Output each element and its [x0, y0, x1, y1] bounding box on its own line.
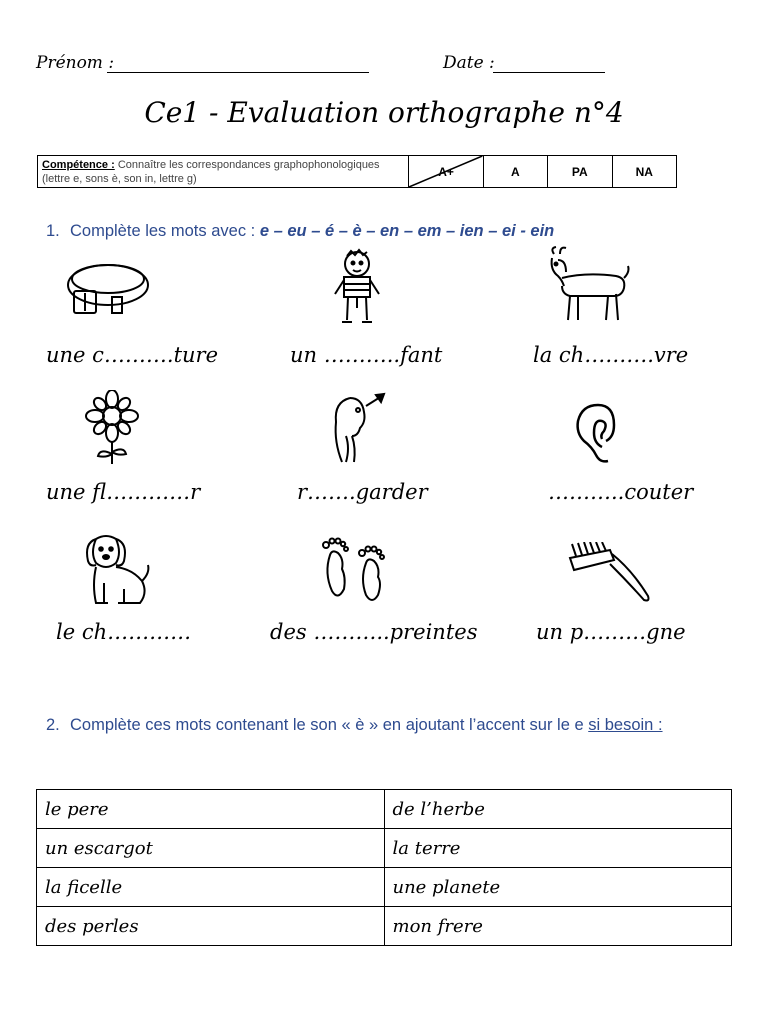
exercise1-number: 1. [46, 222, 60, 240]
prenom-line[interactable] [107, 72, 369, 73]
exercise1-options: e – eu – é – è – en – em – ien – ei - ein [259, 222, 555, 240]
prenom-label: Prénom : [36, 53, 115, 73]
exercise1-instruction: Complète les mots avec : [70, 222, 256, 240]
accent-table [36, 789, 732, 946]
table-cell[interactable]: le pere [37, 790, 385, 829]
belt-icon [62, 255, 154, 323]
competence-label: Compétence : [42, 158, 115, 171]
word-ear[interactable]: ………..couter [548, 480, 694, 504]
table-cell[interactable]: une planete [384, 868, 732, 907]
level-na[interactable] [612, 156, 677, 188]
word-dog[interactable]: le ch………… [56, 620, 192, 644]
exercise2-number: 2. [46, 716, 60, 734]
table-cell[interactable]: des perles [37, 907, 385, 946]
level-a-plus[interactable] [409, 156, 483, 188]
table-row [37, 907, 732, 946]
table-cell[interactable]: la ficelle [37, 868, 385, 907]
level-pa[interactable] [548, 156, 612, 188]
level-label: NA [635, 164, 653, 179]
level-a[interactable] [483, 156, 547, 188]
competence-table [37, 155, 677, 188]
word-comb[interactable]: un p………gne [536, 620, 686, 644]
word-footprints[interactable]: des ………..preintes [270, 620, 478, 644]
table-cell[interactable]: de l’herbe [384, 790, 732, 829]
competence-cell [38, 156, 409, 188]
word-belt[interactable]: une c……….ture [46, 343, 219, 367]
child-icon [330, 248, 384, 326]
comb-icon [566, 542, 652, 604]
girl-looking-icon [328, 392, 390, 466]
table-row [37, 868, 732, 907]
date-label: Date : [443, 53, 495, 73]
table-row [37, 790, 732, 829]
date-line[interactable] [493, 72, 605, 73]
competence-text: Connaître les correspondances graphophonologiques (lettre e, sons è, son in, lettre g) [42, 158, 380, 185]
table-row [37, 829, 732, 868]
word-look[interactable]: r…….garder [297, 480, 428, 504]
exercise2-emphasis: si besoin : [588, 716, 663, 734]
level-label: PA [571, 164, 588, 179]
ear-icon [574, 403, 618, 465]
level-label: A [511, 164, 520, 179]
flower-icon [80, 390, 144, 466]
word-flower[interactable]: une fl…………r [46, 480, 201, 504]
exercise1-heading [46, 222, 554, 241]
goat-icon [546, 246, 630, 324]
footprints-icon [320, 533, 392, 605]
page-title: Ce1 - Evaluation orthographe n°4 [144, 96, 624, 129]
level-label: A+ [438, 164, 454, 179]
exercise2-heading [46, 712, 686, 738]
table-cell[interactable]: un escargot [37, 829, 385, 868]
dog-icon [82, 533, 152, 607]
table-cell[interactable]: la terre [384, 829, 732, 868]
word-child[interactable]: un ………..fant [290, 343, 443, 367]
word-goat[interactable]: la ch……….vre [533, 343, 689, 367]
table-cell[interactable]: mon frere [384, 907, 732, 946]
exercise2-instruction: Complète ces mots contenant le son « è » en ajoutant l’accent sur le e [70, 716, 584, 734]
